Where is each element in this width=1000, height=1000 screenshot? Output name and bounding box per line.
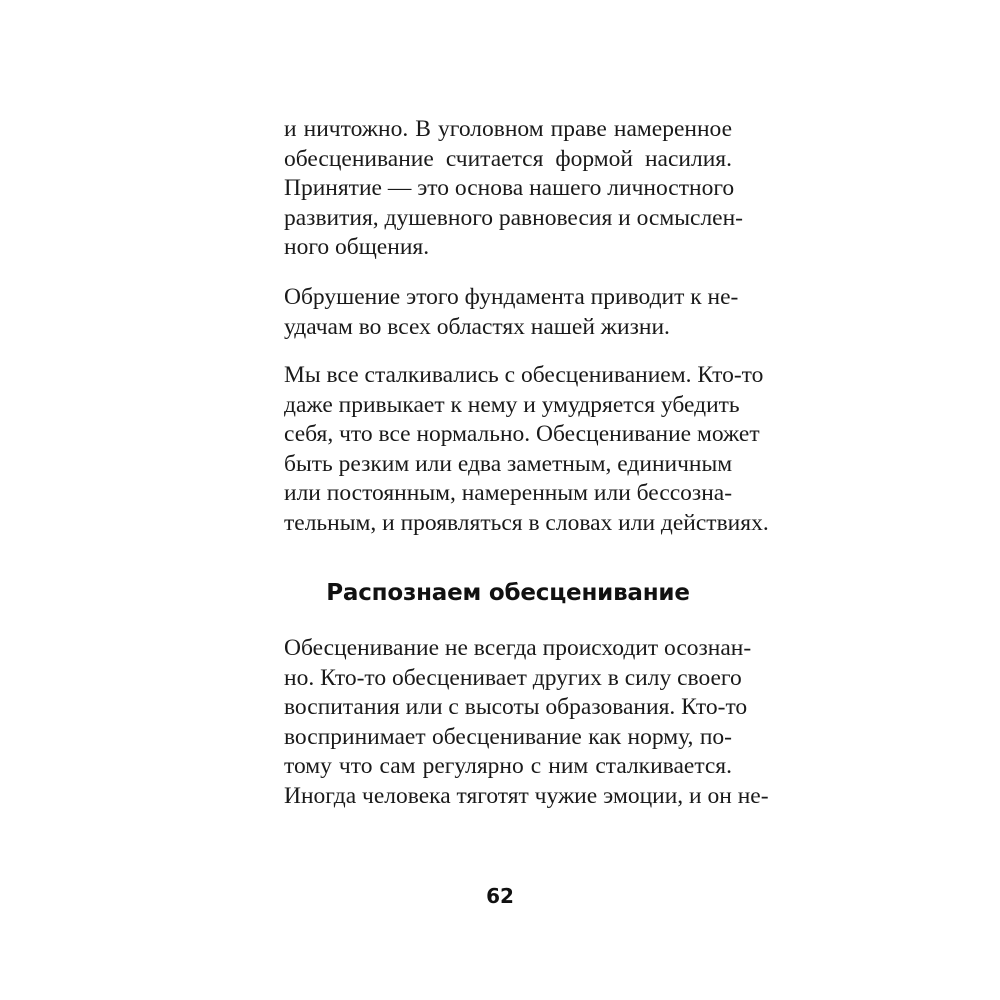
text-line: воспринимает обесценивание как норму, по- — [284, 723, 732, 750]
text-line: даже привыкает к нему и умудряется убедить — [284, 391, 740, 418]
text-line: Иногда человека тяготят чужие эмоции, и он не- — [284, 782, 769, 809]
text-line: или постоянным, намеренным или бессозна- — [284, 480, 733, 507]
paragraph-4 — [284, 634, 769, 812]
text-line: тельным, и проявляться в словах или действиях. — [284, 509, 769, 536]
text-line: себя, что все нормально. Обесценивание может — [284, 421, 760, 448]
text-line: Обрушение этого фундамента приводит к не- — [284, 284, 739, 310]
paragraph-1 — [284, 115, 744, 263]
text-line: Обесценивание не всегда происходит осознан- — [284, 635, 752, 661]
text-line: воспитания или с высоты образования. Кто-то — [284, 694, 748, 721]
section-heading: Распознаем обесценивание — [326, 580, 690, 606]
paragraph-2 — [284, 283, 739, 342]
text-line: и ничтожно. В уголовном праве намеренное — [284, 116, 732, 142]
text-line: Принятие — это основа нашего личностного — [284, 175, 735, 202]
paragraph-3 — [284, 361, 769, 539]
text-line: развития, душевного равновесия и осмыслен- — [284, 204, 744, 231]
text-line: ного общения. — [284, 234, 430, 261]
text-line: но. Кто-то обесценивает других в силу своего — [284, 664, 742, 691]
text-line: Мы все сталкивались с обесцениванием. Кто-то — [284, 362, 764, 388]
text-line: удачам во всех областях нашей жизни. — [284, 313, 670, 340]
text-line: быть резким или едва заметным, единичным — [284, 450, 733, 477]
page-number: 62 — [486, 884, 514, 908]
text-line: тому что сам регулярно с ним сталкивается. — [284, 753, 732, 780]
text-line: обесценивание считается формой насилия. — [284, 145, 732, 172]
